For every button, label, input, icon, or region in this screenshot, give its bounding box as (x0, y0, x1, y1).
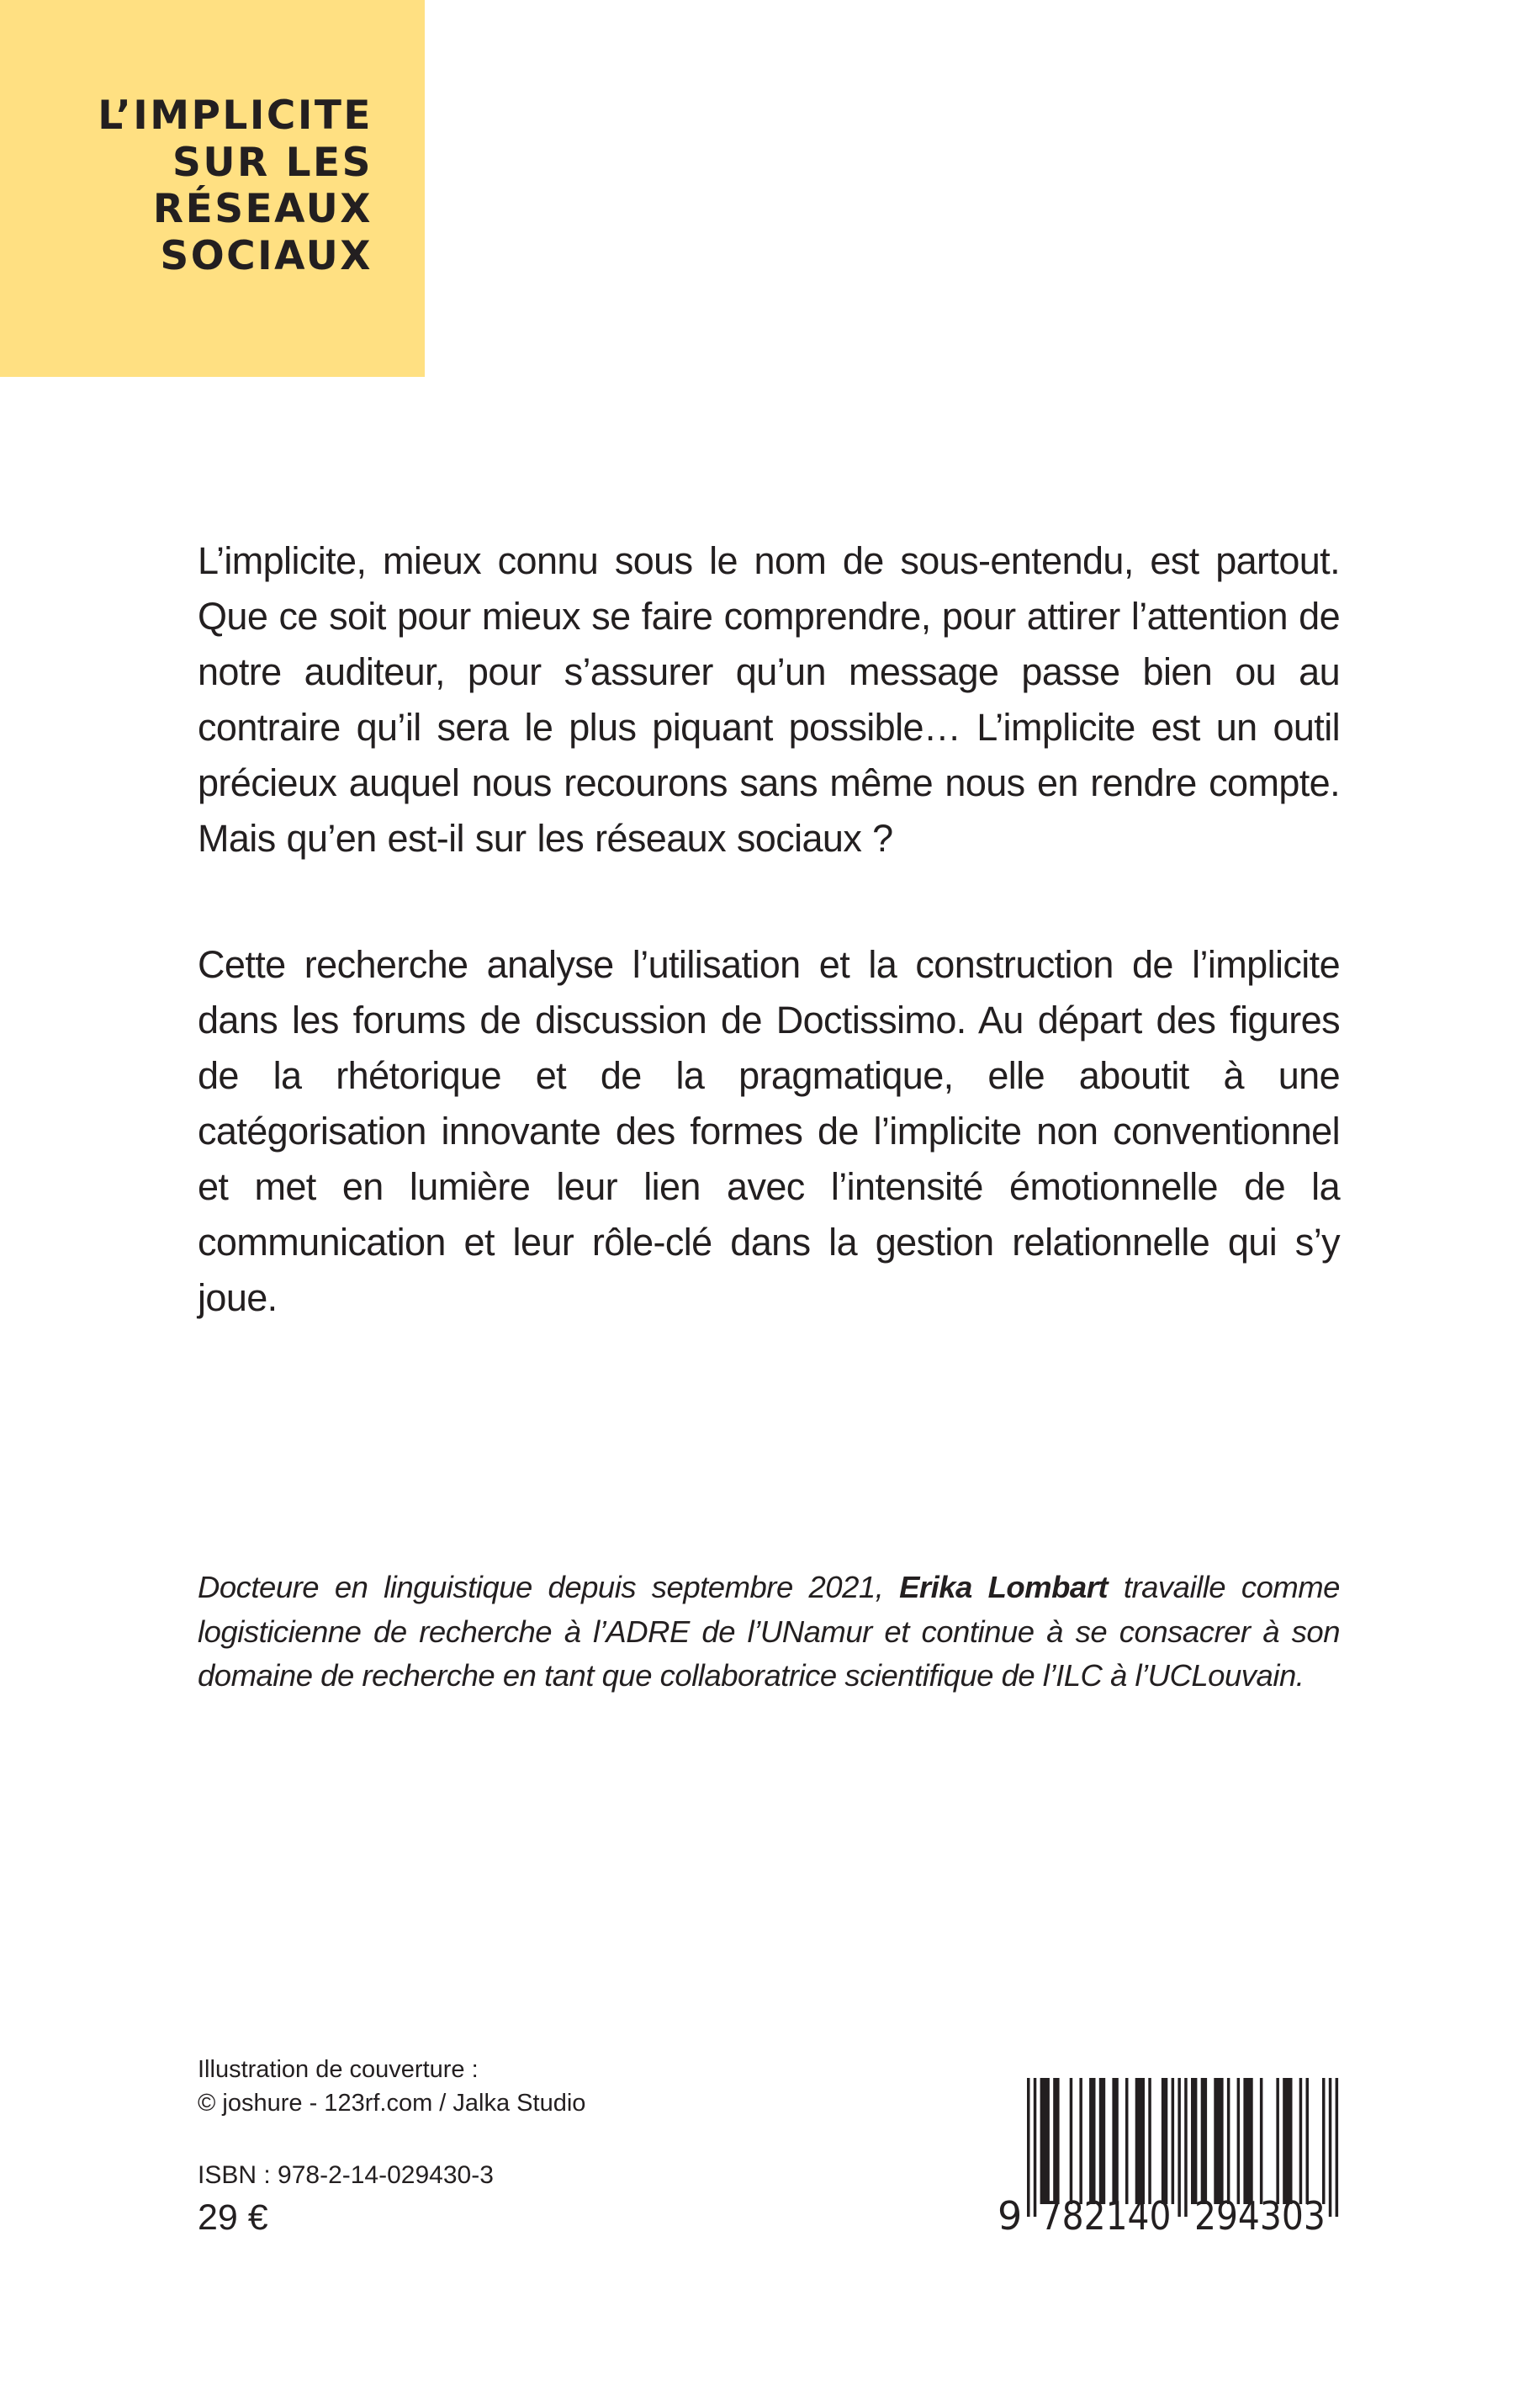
barcode-guard-bar (1177, 2078, 1181, 2217)
illustration-credit: © joshure - 123rf.com / Jalka Studio (198, 2090, 586, 2117)
barcode-guard-bar (1034, 2078, 1037, 2217)
barcode-bar (1214, 2078, 1223, 2204)
barcode-bar (1135, 2078, 1145, 2204)
barcode-bar (1148, 2078, 1151, 2204)
barcode-bar (1243, 2078, 1252, 2204)
illustration-label: Illustration de couverture : (198, 2056, 479, 2083)
barcode-guard-bar (1027, 2078, 1030, 2217)
illustration-credits (198, 2053, 585, 2120)
barcode-graphic (992, 2070, 1354, 2246)
barcode-guard-bar (1336, 2078, 1339, 2217)
barcode-guard-bar (1184, 2078, 1188, 2217)
barcode-bar (1070, 2078, 1073, 2204)
book-title (98, 93, 373, 279)
barcode-bar (1227, 2078, 1230, 2204)
barcode-bar (1299, 2078, 1303, 2204)
barcode-bar (1191, 2078, 1197, 2204)
barcode-left-digits: 782140 (1040, 2193, 1172, 2239)
title-line: L’IMPLICITE (98, 93, 373, 139)
barcode-bar (1260, 2078, 1263, 2204)
barcode-bar (1201, 2078, 1207, 2204)
barcode-bar (1172, 2078, 1175, 2204)
title-line: SUR LES (172, 139, 373, 186)
barcode-bar (1112, 2078, 1118, 2204)
barcode-guard-bar (1329, 2078, 1332, 2217)
summary-paragraph: L’implicite, mieux connu sous le nom de sous-entendu, est partout. Que ce soit pour mieux se faire comprendre, pour attirer l’attention de notre auditeur, pour s’assurer qu’un message passe bien ou au contraire qu’il sera le plus piquant possible… L’implicite est un outil précieux auquel nous recourons sans même nous en rendre compte. Mais qu’en est-il sur les réseaux sociaux ? (198, 539, 1340, 860)
isbn: ISBN : 978-2-14-029430-3 (198, 2161, 494, 2189)
barcode-bar (1079, 2078, 1082, 2204)
summary-paragraph: Cette recherche analyse l’utilisation et la construction de l’implicite dans les forums de discussion de Doctissimo. Au départ des figures de la rhétorique et de la pragmatique, elle aboutit à une catégorisation innovante des formes de l’implicite non conventionnel et met en lumière leur lien avec l’intensité émotionnelle de la communication et leur rôle-clé dans la gestion relationnelle qui s’y joue. (198, 943, 1340, 1319)
bio-rest: travaille comme logisticienne de recherche à l’ADRE de l’UNamur et continue à se consacrer à son domaine de recherche en tant que collaboratrice scientifique de l’ILC à l’UCLouvain. (198, 1570, 1340, 1693)
title-block (0, 0, 425, 377)
barcode-bar (1283, 2078, 1292, 2204)
barcode-bar (1276, 2078, 1279, 2204)
barcode-bar (1322, 2078, 1326, 2204)
barcode-bar (1162, 2078, 1167, 2204)
barcode-bar (1040, 2078, 1050, 2204)
barcode-bar (1125, 2078, 1129, 2204)
title-line: RÉSEAUX (152, 186, 373, 232)
barcode-first-digit: 9 (998, 2193, 1023, 2239)
price: 29 € (198, 2197, 268, 2238)
barcode-bar (1237, 2078, 1241, 2204)
barcode-right-digits: 294303 (1194, 2193, 1326, 2239)
author-bio (198, 1566, 1340, 1699)
bio-intro: Docteure en linguistique depuis septembre 2021, (198, 1570, 900, 1604)
barcode-bar (1099, 2078, 1105, 2204)
barcode-bar (1306, 2078, 1310, 2204)
author-name: Erika Lombart (899, 1570, 1109, 1604)
barcode-bar (1089, 2078, 1095, 2204)
title-line: SOCIAUX (160, 232, 373, 279)
barcode-bar (1053, 2078, 1059, 2204)
isbn-barcode (992, 2070, 1354, 2246)
